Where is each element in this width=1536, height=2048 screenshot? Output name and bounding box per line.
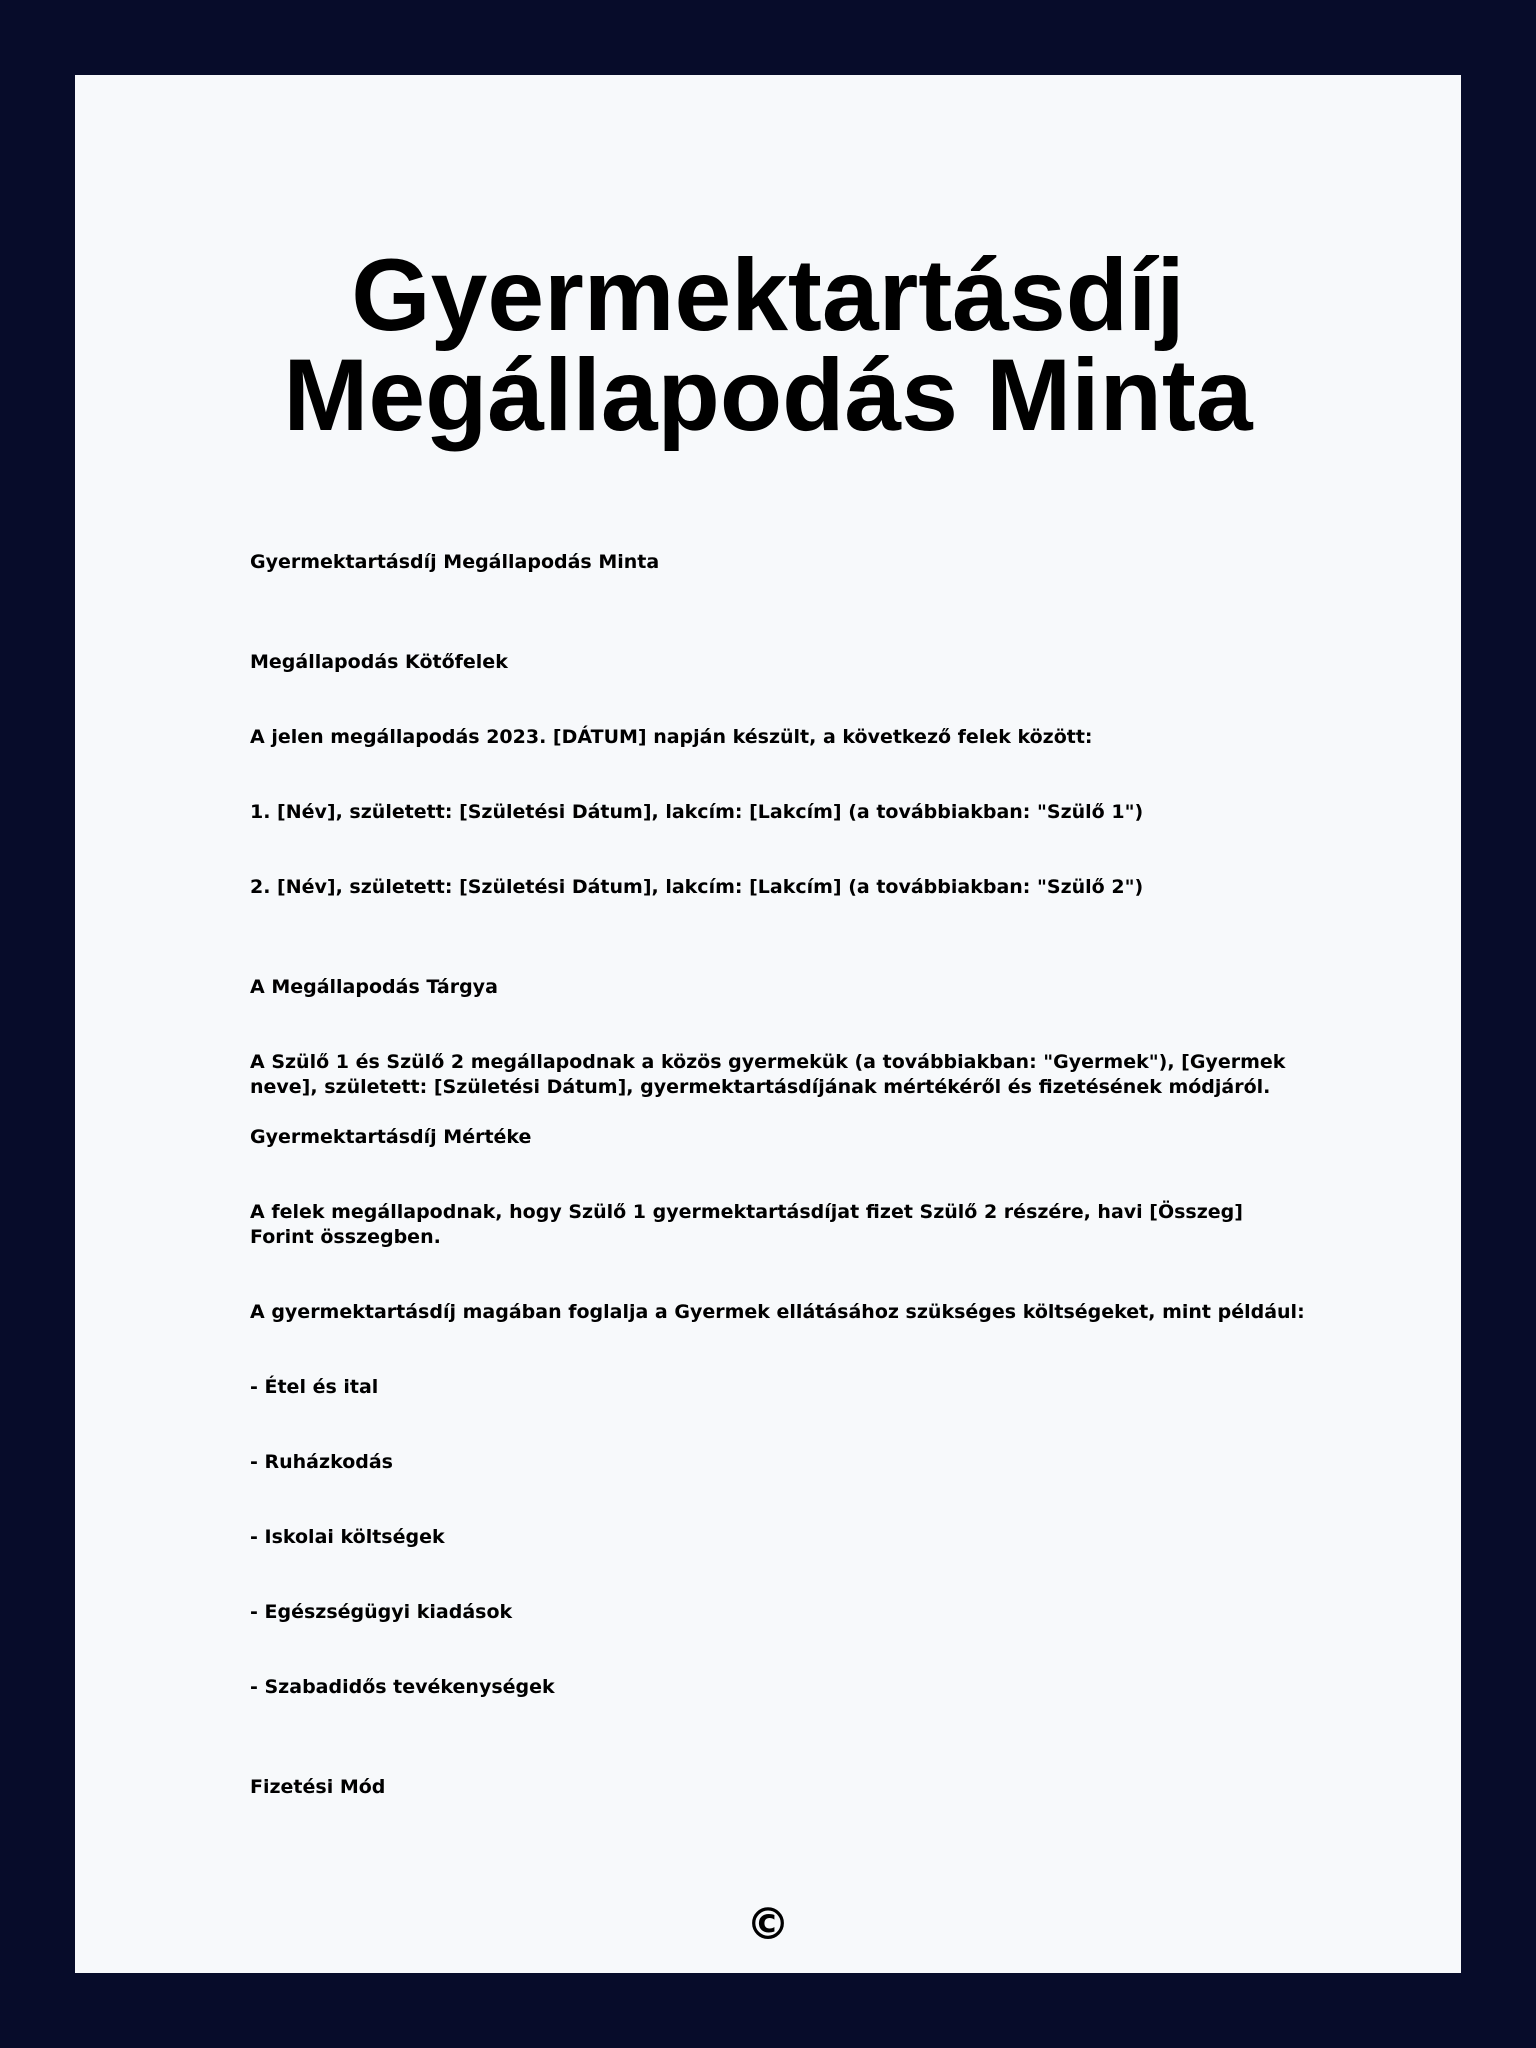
section-heading-subject: A Megállapodás Tárgya (250, 976, 498, 998)
paragraph-costs-intro: A gyermektartásdíj magában foglalja a Gyermek ellátásához szükséges költségeket, mint például: (250, 1301, 1305, 1323)
section-heading-parties: Megállapodás Kötőfelek (250, 651, 508, 673)
section-heading-payment: Fizetési Mód (250, 1776, 386, 1798)
document-title (75, 238, 1461, 452)
list-item-leisure: - Szabadidős tevékenységek (250, 1676, 555, 1698)
list-item-school: - Iskolai költségek (250, 1526, 445, 1548)
paragraph-intro: A jelen megállapodás 2023. [DÁTUM] napján készült, a következő felek között: (250, 726, 1093, 748)
subtitle: Gyermektartásdíj Megállapodás Minta (250, 551, 660, 573)
copyright-icon: © (746, 1899, 790, 1950)
list-item-clothing: - Ruházkodás (250, 1451, 393, 1473)
document-title-line-2: Megállapodás Minta (283, 338, 1253, 452)
list-item-health: - Egészségügyi kiadások (250, 1601, 513, 1623)
list-item-food: - Étel és ital (250, 1376, 379, 1398)
paragraph-party-2: 2. [Név], született: [Születési Dátum], lakcím: [Lakcím] (a továbbiakban: "Szülő 2") (250, 876, 1144, 898)
paragraph-subject: A Szülő 1 és Szülő 2 megállapodnak a közös gyermekük (a továbbiakban: "Gyermek"), [Gyermek neve], született: [Születési Dátum], gyermektartásdíjának mértékéről és fizetésének módjáról. (250, 1051, 1286, 1098)
document-page (75, 75, 1461, 1973)
section-heading-amount: Gyermektartásdíj Mértéke (250, 1126, 532, 1148)
paragraph-party-1: 1. [Név], született: [Születési Dátum], lakcím: [Lakcím] (a továbbiakban: "Szülő 1") (250, 801, 1144, 823)
paragraph-amount: A felek megállapodnak, hogy Szülő 1 gyermektartásdíjat fizet Szülő 2 részére, havi [Összeg] Forint összegben. (250, 1201, 1243, 1248)
document-title-line-1: Gyermektartásdíj (351, 238, 1185, 352)
